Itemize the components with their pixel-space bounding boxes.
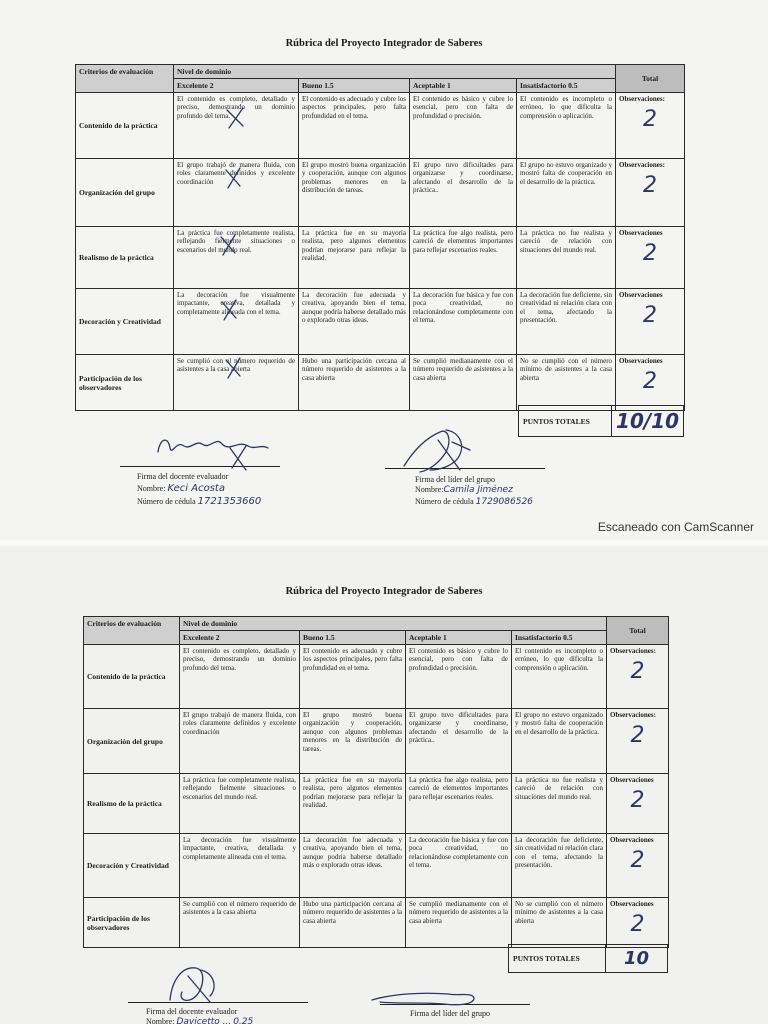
totals-table <box>518 405 684 437</box>
good-cell: La decoración fue adecuada y creativa, apoyando bien el tema, aunque podría haberse detallado más o explorado otras ideas. <box>299 289 410 355</box>
excellent-cell: La práctica fue completamente realista, reflejando fielmente situaciones o escenarios del mundo real. <box>180 774 300 834</box>
observations-label: Observaciones: <box>619 95 665 103</box>
observations-cell <box>607 645 669 709</box>
acceptable-cell: Se cumplió medianamente con el número requerido de asistentes a la casa abierta <box>410 355 517 411</box>
handwritten-evaluator-id: 1721353660 <box>197 496 262 508</box>
criterion-cell: Participación de los observadores <box>76 355 174 411</box>
observations-label: Observaciones: <box>619 161 665 169</box>
evaluator-signature-block <box>137 472 261 508</box>
header-criteria: Criterios de evaluación <box>84 617 180 645</box>
rubric-table <box>75 64 685 411</box>
good-cell: El contenido es adecuado y cubre los aspectos principales, pero falta profundidad en el tema. <box>299 93 410 159</box>
table-row <box>76 355 685 411</box>
criterion-cell: Decoración y Creatividad <box>76 289 174 355</box>
total-points-label: PUNTOS TOTALES <box>519 406 612 437</box>
table-row <box>84 774 669 834</box>
handwritten-score: 2 <box>630 659 645 685</box>
table-row <box>76 227 685 289</box>
handwritten-leader-name: Camila Jiménez <box>443 485 513 496</box>
table-row <box>84 898 669 948</box>
criterion-cell: Decoración y Creatividad <box>84 834 180 898</box>
camscanner-watermark: Escaneado con CamScanner <box>597 520 754 534</box>
insufficient-cell: El contenido es incompleto o erróneo, lo que dificulta la comprensión o aplicación. <box>517 93 616 159</box>
acceptable-cell: Se cumplió medianamente con el número requerido de asistentes a la casa abierta <box>406 898 512 948</box>
leader-signature-block <box>415 475 533 509</box>
acceptable-cell: La práctica fue algo realista, pero careció de elementos importantes para reflejar escenarios reales. <box>410 227 517 289</box>
observations-cell <box>607 709 669 774</box>
excellent-cell: La decoración fue visualmente impactante, creativa, detallada y completamente alineada con el tema. <box>180 834 300 898</box>
observations-label: Observaciones <box>619 291 663 299</box>
signature-line <box>128 1002 308 1003</box>
good-cell: Hubo una participación cercana al número requerido de asistentes a la casa abierta <box>300 898 406 948</box>
criterion-cell: Organización del grupo <box>76 159 174 227</box>
excellent-cell: El grupo trabajó de manera fluida, con roles claramente definidos y excelente coordinación <box>180 709 300 774</box>
total-points-label: PUNTOS TOTALES <box>509 945 606 973</box>
observations-label: Observaciones <box>619 357 663 365</box>
good-cell: La práctica fue en su mayoría realista, pero algunos elementos podrían mejorarse para reflejar la realidad. <box>299 227 410 289</box>
header-acceptable: Aceptable 1 <box>410 79 517 93</box>
leader-signature-label: Firma del líder del grupo <box>415 475 495 484</box>
acceptable-cell: La decoración fue básica y fue con poca creatividad, no relacionándose completamente con el tema. <box>406 834 512 898</box>
insufficient-cell: La práctica no fue realista y careció de relación con situaciones del mundo real. <box>517 227 616 289</box>
header-good: Bueno 1.5 <box>299 79 410 93</box>
header-criteria: Criterios de evaluación <box>76 65 174 93</box>
rubric-table <box>83 616 669 948</box>
header-insufficient: Insatisfactorio 0.5 <box>517 79 616 93</box>
good-cell: La práctica fue en su mayoría realista, pero algunos elementos podrían mejorarse para reflejar la realidad. <box>300 774 406 834</box>
signature-line <box>120 466 280 467</box>
header-excellent: Excelente 2 <box>180 631 300 645</box>
id-label: Número de cédula <box>137 497 196 507</box>
good-cell: El contenido es adecuado y cubre los aspectos principales, pero falta profundidad en el tema. <box>300 645 406 709</box>
evaluator-signature-block <box>146 1007 253 1024</box>
table-row <box>84 645 669 709</box>
criterion-cell: Contenido de la práctica <box>84 645 180 709</box>
handwritten-total: 10/10 <box>616 409 679 433</box>
acceptable-cell: El contenido es básico y cubre lo esencial, pero con falta de profundidad o precisión. <box>406 645 512 709</box>
id-label: Número de cédula <box>415 497 474 507</box>
excellent-cell: El contenido es completo, detallado y preciso, demostrando un dominio profundo del tema. <box>174 93 299 159</box>
header-level: Nivel de dominio <box>174 65 616 79</box>
good-cell: La decoración fue adecuada y creativa, apoyando bien el tema, aunque podría haberse detallado más o explorado otras ideas. <box>300 834 406 898</box>
handwritten-evaluator-id: 0.25 <box>233 1017 254 1024</box>
observations-cell <box>616 159 685 227</box>
observations-label: Observaciones <box>619 229 663 237</box>
criterion-cell: Realismo de la práctica <box>84 774 180 834</box>
insufficient-cell: La decoración fue deficiente, sin creatividad ni relación clara con el tema, afectando la presentación. <box>512 834 607 898</box>
handwritten-score: 2 <box>630 848 645 874</box>
observations-cell <box>607 774 669 834</box>
observations-cell <box>607 898 669 948</box>
excellent-cell: El grupo trabajó de manera fluida, con roles claramente definidos y excelente coordinación <box>174 159 299 227</box>
page-title: Rúbrica del Proyecto Integrador de Saberes <box>285 586 483 597</box>
insufficient-cell: El contenido es incompleto o erróneo, lo que dificulta la comprensión o aplicación. <box>512 645 607 709</box>
handwritten-score: 2 <box>630 788 645 814</box>
observations-label: Observaciones <box>610 836 654 844</box>
observations-cell <box>616 355 685 411</box>
observations-label: Observaciones <box>610 900 654 908</box>
header-insufficient: Insatisfactorio 0.5 <box>512 631 607 645</box>
handwritten-score: 2 <box>630 912 645 938</box>
acceptable-cell: La decoración fue básica y fue con poca creatividad, no relacionándose completamente con el tema. <box>410 289 517 355</box>
good-cell: Hubo una participación cercana al número requerido de asistentes a la casa abierta <box>299 355 410 411</box>
insufficient-cell: No se cumplió con el número mínimo de asistentes a la casa abierta <box>512 898 607 948</box>
observations-label: Observaciones: <box>610 711 656 719</box>
insufficient-cell: La decoración fue deficiente, sin creatividad ni relación clara con el tema, afectando la presentación. <box>517 289 616 355</box>
handwritten-score: 2 <box>630 723 645 749</box>
observations-label: Observaciones <box>610 776 654 784</box>
signature-line <box>385 468 545 469</box>
excellent-cell: Se cumplió con el número requerido de asistentes a la casa abierta <box>180 898 300 948</box>
criterion-cell: Contenido de la práctica <box>76 93 174 159</box>
good-cell: El grupo mostró buena organización y cooperación, aunque con algunos problemas menores en la distribución de tareas. <box>300 709 406 774</box>
table-row <box>84 709 669 774</box>
acceptable-cell: La práctica fue algo realista, pero careció de elementos importantes para reflejar escenarios reales. <box>406 774 512 834</box>
acceptable-cell: El contenido es básico y cubre lo esencial, pero con falta de profundidad o precisión. <box>410 93 517 159</box>
name-label: Nombre: <box>137 484 166 494</box>
table-row <box>84 834 669 898</box>
header-good: Bueno 1.5 <box>300 631 406 645</box>
criterion-cell: Organización del grupo <box>84 709 180 774</box>
handwritten-score: 2 <box>643 303 658 329</box>
signature-line <box>380 1004 530 1005</box>
evaluator-signature-label: Firma del docente evaluador <box>137 472 229 481</box>
insufficient-cell: El grupo no estuvo organizado y mostró falta de cooperación en el desarrollo de la práctica. <box>517 159 616 227</box>
handwritten-score: 2 <box>643 107 658 133</box>
totals-table <box>508 944 668 973</box>
handwritten-evaluator-name: Keci Acosta <box>167 483 225 495</box>
handwritten-evaluator-name: Davicetto ... <box>176 1017 232 1024</box>
table-row <box>76 289 685 355</box>
evaluator-signature-label: Firma del docente evaluador <box>146 1007 238 1016</box>
excellent-cell: Se cumplió con el número requerido de asistentes a la casa abierta <box>174 355 299 411</box>
handwritten-score: 2 <box>643 241 658 267</box>
header-level: Nivel de dominio <box>180 617 607 631</box>
page-title: Rúbrica del Proyecto Integrador de Saberes <box>285 38 483 49</box>
excellent-cell: La decoración fue visualmente impactante, creativa, detallada y completamente alineada con el tema. <box>174 289 299 355</box>
table-row <box>76 159 685 227</box>
excellent-cell: La práctica fue completamente realista, reflejando fielmente situaciones o escenarios del mundo real. <box>174 227 299 289</box>
handwritten-score: 2 <box>643 369 658 395</box>
handwritten-total: 10 <box>623 948 650 969</box>
leader-signature-label: Firma del líder del grupo <box>410 1009 490 1018</box>
table-row <box>76 93 685 159</box>
header-total: Total <box>616 65 685 93</box>
insufficient-cell: El grupo no estuvo organizado y mostró falta de cooperación en el desarrollo de la práctica. <box>512 709 607 774</box>
criterion-cell: Participación de los observadores <box>84 898 180 948</box>
observations-label: Observaciones: <box>610 647 656 655</box>
handwritten-leader-id: 1729086526 <box>475 497 533 508</box>
scanned-page-2 <box>0 546 768 1024</box>
name-label: Nombre: <box>415 485 444 495</box>
good-cell: El grupo mostró buena organización y cooperación, aunque con algunos problemas menores en la distribución de tareas. <box>299 159 410 227</box>
header-total: Total <box>607 617 669 645</box>
acceptable-cell: El grupo tuvo dificultades para organizarse y coordinarse, afectando el desarrollo de la práctica.. <box>410 159 517 227</box>
header-acceptable: Aceptable 1 <box>406 631 512 645</box>
observations-cell <box>607 834 669 898</box>
insufficient-cell: No se cumplió con el número mínimo de asistentes a la casa abierta <box>517 355 616 411</box>
handwritten-score: 2 <box>643 173 658 199</box>
header-excellent: Excelente 2 <box>174 79 299 93</box>
name-label: Nombre: <box>146 1017 175 1024</box>
acceptable-cell: El grupo tuvo dificultades para organizarse y coordinarse, afectando el desarrollo de la práctica.. <box>406 709 512 774</box>
observations-cell <box>616 93 685 159</box>
excellent-cell: El contenido es completo, detallado y preciso, demostrando un dominio profundo del tema. <box>180 645 300 709</box>
observations-cell <box>616 227 685 289</box>
insufficient-cell: La práctica no fue realista y careció de relación con situaciones del mundo real. <box>512 774 607 834</box>
criterion-cell: Realismo de la práctica <box>76 227 174 289</box>
observations-cell <box>616 289 685 355</box>
leader-signature-block <box>410 1009 490 1019</box>
